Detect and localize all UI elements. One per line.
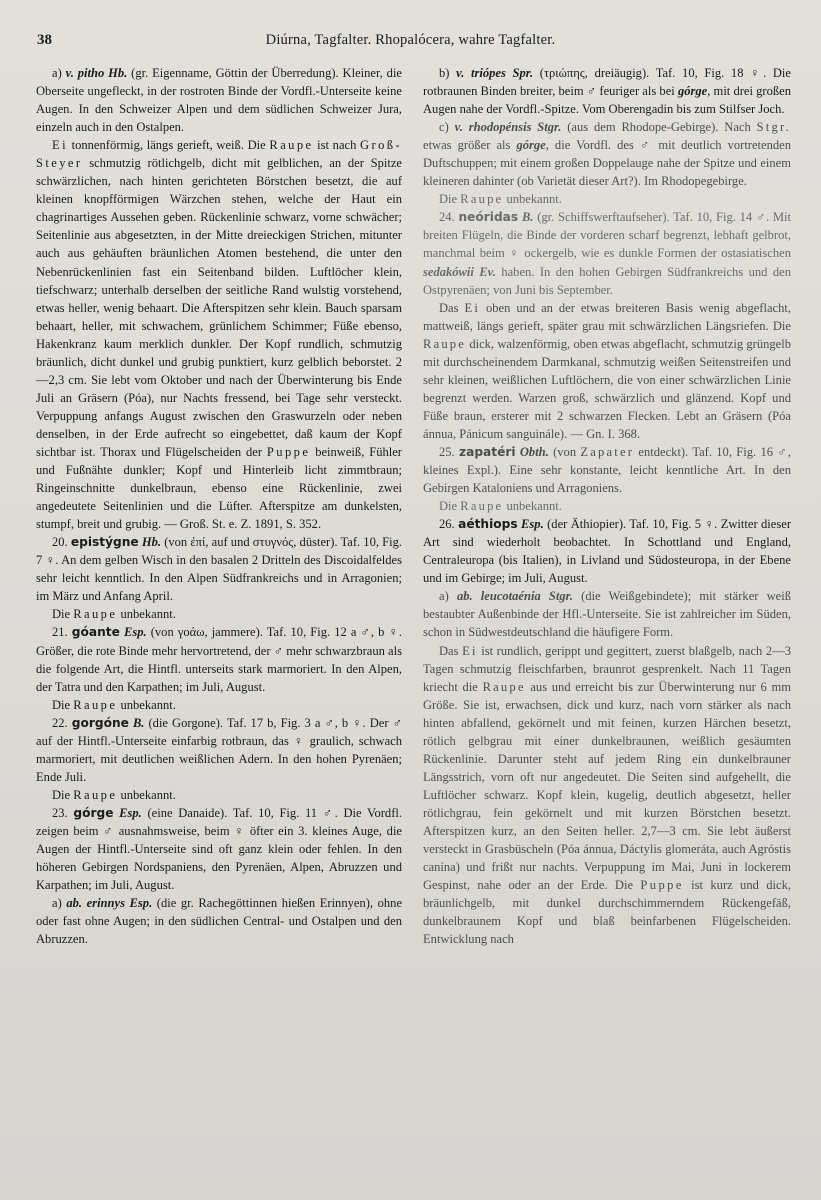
- left-text-column: [36, 64, 402, 1189]
- running-head: Diúrna, Tagfalter. Rhopalócera, wahre Tagfalter.: [265, 32, 556, 48]
- spaced-term: Raupe: [73, 697, 118, 712]
- spaced-term: Ei: [52, 138, 68, 153]
- text-run: ist kurz und dick, bräunlichgelb, mit dunkel durchschimmerndem Rückengefäß, dunkelbraunem Kopf und blaß beinfarbenen Flügelscheiden. Entwicklung nach: [423, 878, 791, 947]
- text-run: (der Äthiopier). Taf. 10, Fig. 5 ♀. Zwitter dieser Art sind wiederholt beobachtet. In Schottland und England, Centraleuropa (bis Italien), in Livland und Südosteuropa, in der Ebene und im Gebirge; im Juli, August.: [423, 517, 791, 586]
- taxon-author: sedakówii Ev.: [423, 264, 496, 279]
- text-run: haben. In den hohen Gebirgen Südfrankreichs und den Ostpyrenäen; von Juni bis September.: [423, 264, 791, 297]
- text-run: a): [52, 66, 66, 80]
- text-run: (von γοάω, jammere). Taf. 10, Fig. 12 a ♂, b ♀. Größer, die rote Binde mehr hervortretend, der ♂ mehr schwarzbraun als die folgende Art, die Hintfl. unterseits stark marmoriert. In den Alpen, der Tatra und den Karpathen; im Juli, August.: [36, 625, 402, 694]
- species-name: góante: [71, 625, 120, 640]
- taxon-author: B.: [132, 715, 145, 730]
- paragraph-sp-21-raupe: [36, 696, 402, 714]
- text-run: 20.: [52, 535, 71, 550]
- text-run: Das: [439, 643, 463, 658]
- spaced-term: Ei: [462, 643, 478, 658]
- text-run: 24.: [439, 210, 459, 225]
- text-run: (von ἐπί, auf und στυγνός, düster). Taf. 10, Fig. 7 ♀. An dem gelben Wisch in den basalen 2 Dritteln des Discoidalfeldes sehr leicht kenntlich. In den Alpen Südfrankreichs und in Arragonien; im März und Anfang April.: [36, 535, 402, 604]
- paragraph-sp-25: [423, 443, 791, 497]
- text-run: 26.: [439, 517, 459, 532]
- text-run: b): [439, 66, 457, 80]
- spaced-term: Puppe: [266, 444, 311, 459]
- text-run: (die Gorgone). Taf. 17 b, Fig. 3 a ♂, b ♀. Der ♂ auf der Hintfl.-Unterseite einfarbig rotbraun, das ♀ graulich, schwach marmoriert, mit deutlichen weißlichen Adern. In den hohen Pyrenäen; Ende Juli.: [36, 715, 402, 784]
- text-run: (von: [548, 444, 581, 459]
- text-run: unbekannt.: [117, 607, 176, 622]
- text-run: tonnenförmig, längs gerieft, weiß. Die: [67, 138, 270, 153]
- spaced-term: Raupe: [460, 499, 504, 514]
- text-run: unbekannt.: [117, 787, 176, 802]
- text-run: 25.: [439, 444, 459, 459]
- paragraph-ei-desc: [36, 136, 402, 533]
- paragraph-sp-23-a: [36, 894, 402, 948]
- page-header: [0, 32, 821, 56]
- taxon-author: Hb.: [141, 535, 162, 550]
- text-run: , mit drei großen Augen nahe der Vordfl.-Spitze. Vom Oberengadin bis zum Stilfser Joch.: [423, 84, 791, 117]
- paragraph-sp-20: [36, 533, 402, 605]
- spaced-term: Raupe: [73, 787, 118, 802]
- text-run: (τριώπης, dreiäugig). Taf. 10, Fig. 18 ♀. Die rotbraunen Binden breiter, beim ♂ feuriger als bei: [423, 66, 791, 99]
- paragraph-sp-22: [36, 714, 402, 786]
- text-run: ist rundlich, gerippt und gegittert, zuerst blaßgelb, nach 2—3 Tagen schmutzig fleischfarben, braunrot gesprenkelt. Nach 11 Tagen kriecht die: [423, 643, 791, 694]
- text-run: Das: [439, 300, 465, 315]
- text-run: 21.: [52, 625, 72, 640]
- taxon-author: górge: [516, 138, 546, 153]
- text-run: (gr. Eigenname, Göttin der Überredung). Kleiner, die Oberseite ungefleckt, in der rostroten Binde der Vordfl.-Unterseite keine Augen. In den Schweizer Alpen und dem südlichen Schweizer Jura, einzeln auch in den Ostalpen.: [36, 66, 402, 135]
- spaced-term: Puppe: [640, 878, 684, 893]
- taxon-author: ab. erinnys Esp.: [66, 896, 153, 911]
- paragraph-sp-20-raupe: [36, 605, 402, 623]
- spaced-term: Ei: [464, 300, 481, 315]
- paragraph-sp-23-c-raupe: [423, 190, 791, 208]
- text-run: ist nach: [313, 138, 361, 153]
- text-run: aus und erreicht bis zur Überwinterung nur 6 mm Größe. Sie ist, erwachsen, dick und kurz, nach vorn stärker als nach hinten abfallend, gekörnelt und mit feinen, kurzen Härchen besetzt, rötlich gelbgrau mit einer dunkelbraunen, weißlich gesäumten Rückenlinie. Darunter steht auf jedem Ring ein dunkelbrauner Längsstrich, vorn oft nur angedeutet. Die Seiten sind aufgehellt, die Luftlöcher schwarz. Kopf klein, kugelig, deutlich abgesetzt, heller rötlichgrau, fein gekörnelt und mit kurzen Börstchen besetzt. Afterspitzen kurz, an den Seiten heller. 2,7—3 cm. Sie lebt äußerst versteckt in Grasbüscheln (Póa ánnua, Dáctylis glomeráta, auch Agróstis canína) und frißt nur nachts. Verpuppung im Mai, Juni in lockerem Gespinst, nahe oder an der Erde. Die: [423, 679, 791, 893]
- taxon-author: Obth.: [519, 444, 549, 459]
- taxon-author: v. triópes Spr.: [456, 66, 534, 80]
- species-name: zapatéri: [459, 444, 516, 459]
- paragraph-sp-26: [423, 515, 791, 587]
- text-run: oben und an der etwas breiteren Basis wenig abgeflacht, mattweiß, längs gerieft, später grau mit schwärzlichen Längsriefen. Die: [423, 300, 791, 333]
- spaced-term: Raupe: [73, 607, 118, 622]
- species-name: aéthiops: [458, 517, 518, 532]
- species-name: neóridas: [458, 210, 519, 225]
- paragraph-sp-23-c: [423, 118, 791, 190]
- text-run: unbekannt.: [503, 192, 562, 207]
- species-name: gorgóne: [71, 715, 129, 730]
- paragraph-sp-25-raupe: [423, 497, 791, 515]
- text-run: dick, walzenförmig, oben etwas abgeflacht, schmutzig grüngelb mit durchscheinendem Darmkanal, schmutzig weißen Seitenstreifen und sehr kleinen, weißlichen Luftlöchern, die von einer schwärzlichen Linie begrenzt werden. Warzen groß, schwärzlich und glänzend. Kopf und Füße braun, ersterer mit 2 schwarzen Flecken. Lebt an Gräsern (Póa ánnua, Pánicum sanguinále). — Gn. I. 368.: [423, 336, 791, 441]
- text-run: entdeckt). Taf. 10, Fig. 16 ♂, kleines Expl.). Eine sehr konstante, leicht kenntliche Art. In den Gebirgen Kataloniens und Arragoniens.: [423, 444, 791, 496]
- text-run: Die: [439, 499, 461, 514]
- spaced-term: Raupe: [482, 679, 526, 694]
- paragraph-sp-21: [36, 623, 402, 695]
- text-run: 22.: [52, 715, 72, 730]
- page-number: 38: [37, 32, 52, 48]
- spaced-term: Stgr.: [756, 120, 791, 135]
- text-run: Die: [52, 607, 74, 622]
- paragraph-a-pitho: [36, 64, 402, 136]
- text-run: (aus dem Rhodope-Gebirge). Nach: [561, 120, 757, 135]
- right-text-column: [423, 64, 791, 1189]
- spaced-term: Groß-Steyer: [36, 138, 402, 171]
- text-run: a): [439, 589, 457, 604]
- text-run: Die: [439, 192, 461, 207]
- species-name: epistýgne: [70, 535, 139, 550]
- spaced-term: Raupe: [423, 336, 467, 351]
- taxon-author: ab. leucotaénia Stgr.: [456, 589, 573, 604]
- paragraph-sp-26-ei: [423, 642, 791, 949]
- text-run: Die: [52, 787, 74, 802]
- paragraph-sp-24-ei: [423, 299, 791, 443]
- text-run: (eine Danaide). Taf. 10, Fig. 11 ♂. Die Vordfl. zeigen beim ♂ ausnahmsweise, beim ♀ öfter ein 3. kleines Auge, die Augen der Hintfl.-Unterseite sind oft ganz klein oder fehlen. In den höheren Gebirgen Nordspaniens, den Pyrenäen, Alpen, Abruzzen und Karpathen; im Juli, August.: [36, 805, 402, 893]
- spaced-term: Raupe: [460, 192, 504, 207]
- text-run: (gr. Schiffswerftaufseher). Taf. 10, Fig. 14 ♂. Mit breiten Flügeln, die Binde der vorderen scharf begrenzt, lebhaft gelbrot, manchmal beim ♀ ockergelb, wie es dunkle Formen der ostasiatischen: [423, 210, 791, 261]
- paragraph-sp-26-a: [423, 587, 791, 641]
- text-run: beinweiß, Fühler und Fußnähte dunkler; Kopf und Hinterleib licht zimmtbraun; Ringeinschnitte dunkelbraun, ebenso eine Rückenlinie, zwei angedeutete Seitenlinien und die Lüfter. Afterspitze am dunkelsten, stumpf, breit und grubig. — Groß. St. e. Z. 1891, S. 352.: [36, 444, 402, 532]
- paragraph-sp-23: [36, 804, 402, 894]
- paragraph-sp-22-raupe: [36, 786, 402, 804]
- taxon-author: górge: [677, 84, 708, 99]
- text-run: Die: [52, 697, 74, 712]
- species-name: górge: [73, 805, 114, 820]
- taxon-author: v. rhodopénsis Stgr.: [454, 120, 562, 135]
- taxon-author: B.: [521, 210, 534, 225]
- text-run: schmutzig rötlichgelb, dicht mit gelblichen, an der Spitze schwärzlichen, nach hinten gerichteten Börstchen besetzt, die auf kleinen knopfförmigen Wärzchen stehen, welche der Haut ein chagrinartiges Aussehen geben. Rückenlinie schwarz, vorne schwächer; Seitenlinie aus abgesetzten, in der Mitte dreieckigen Strichen, mitunter auch aus gehäuften bräunlichen Atomen bestehend, die unter den Nebenrückenlinien fast ein Seitenband bilden. Luftlöcher klein, tiefschwarz; unterhalb derselben der seitliche Rand wulstig vorstehend, etwas heller, wenig behaart. Die Afterspitzen sehr klein. Bauch sparsam behaart, heller, mit schwachem, grünlichem Schimmer; Füße ebenso, Hakenkranz kaum merklich dunkler. Der Kopf rundlich, schmutzig bräunlich, dicht dunkel und grubig punktiert, kurz gelblich beborstet. 2—2,3 cm. Sie lebt vom Oktober und nach der Überwinterung bis Ende Juli an Gräsern (Póa), nur Nachts fressend, bei Tage sehr versteckt. Verpuppung anfangs August zwischen den Graswurzeln oder neben denselben, in der Erde aufrecht so eingebettet, daß kaum der Kopf sichtbar ist. Thorax und Flügelscheiden der: [36, 156, 402, 459]
- spaced-term: Zapater: [580, 444, 635, 459]
- paragraph-sp-24: [423, 208, 791, 298]
- text-run: unbekannt.: [117, 697, 176, 712]
- taxon-author: Esp.: [123, 625, 147, 640]
- text-run: a): [52, 896, 67, 911]
- spaced-term: Raupe: [269, 138, 314, 153]
- text-run: c): [439, 120, 455, 135]
- taxon-author: Esp.: [119, 805, 142, 820]
- taxon-author: v. pitho Hb.: [65, 66, 128, 80]
- text-run: , die Vordfl. des ♂ mit deutlich vortretenden Duftschuppen; mit einem großen Doppelauge nahe der Spitze und einem kleineren dahinter (ob Varietät dieser Art?). Im Rhodopegebirge.: [423, 138, 791, 189]
- text-run: (die Weißgebindete); mit stärker weiß bestaubter Außenbinde der Hfl.-Unterseite. Sie ist zahlreicher im Süden, schon in Südwestdeutschland die häufigere Form.: [423, 589, 791, 640]
- text-run: etwas größer als: [423, 138, 517, 153]
- text-run: unbekannt.: [503, 499, 562, 514]
- paragraph-sp-23-b: [423, 64, 791, 118]
- text-run: 23.: [52, 805, 74, 820]
- taxon-author: Esp.: [521, 517, 544, 532]
- text-run: (die gr. Rachegöttinnen hießen Erinnyen), ohne oder fast ohne Augen; in den südlichen Central- und Ostalpen und den Abruzzen.: [36, 896, 402, 947]
